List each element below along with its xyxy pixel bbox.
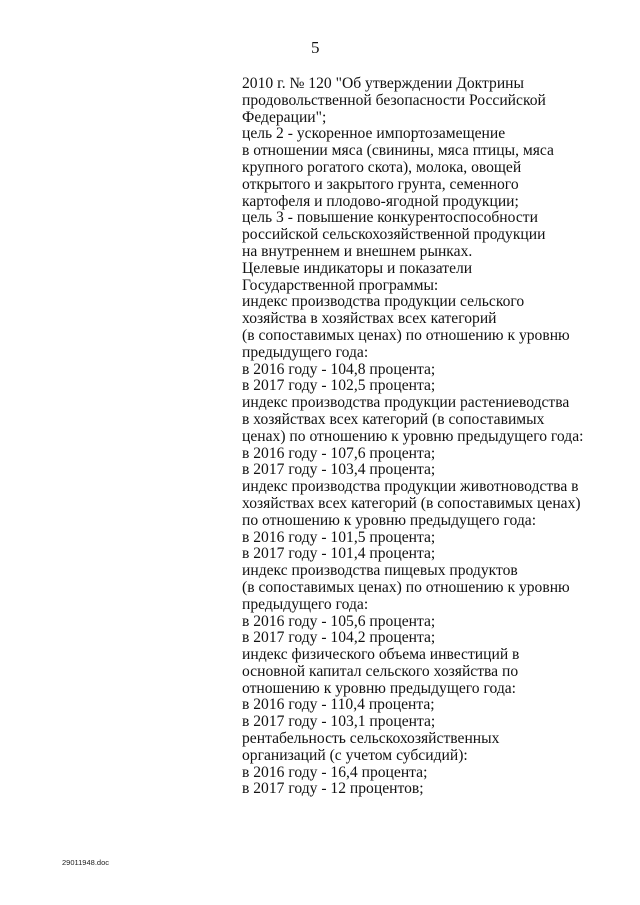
text-line: в 2017 году - 12 процентов; [242, 780, 424, 798]
text-line: индекс производства продукции животноводства в [242, 478, 579, 496]
text-line: в 2016 году - 107,6 процента; [242, 444, 436, 462]
text-line: в 2016 году - 16,4 процента; [242, 763, 428, 781]
text-line: хозяйствах всех категорий (в сопоставимых ценах) [242, 494, 581, 512]
text-line: в хозяйствах всех категорий (в сопоставимых [242, 410, 545, 428]
text-line: в 2017 году - 103,4 процента; [242, 461, 436, 479]
text-line: в 2016 году - 101,5 процента; [242, 528, 436, 546]
text-line: хозяйства в хозяйствах всех категорий [242, 310, 497, 328]
document-body [242, 76, 634, 798]
text-line: организаций (с учетом субсидий): [242, 746, 468, 764]
text-line: индекс физического объема инвестиций в [242, 646, 520, 664]
text-line: индекс производства продукции сельского [242, 293, 525, 311]
text-line: на внутреннем и внешнем рынках. [242, 242, 473, 260]
text-line: в 2017 году - 104,2 процента; [242, 629, 436, 647]
text-line: предыдущего года: [242, 343, 369, 361]
text-line: рентабельность сельскохозяйственных [242, 730, 500, 748]
text-line: Целевые индикаторы и показатели [242, 259, 473, 277]
text-line: индекс производства пищевых продуктов [242, 562, 518, 580]
text-line: по отношению к уровню предыдущего года: [242, 511, 537, 529]
text-line: Государственной программы: [242, 276, 439, 294]
text-line: предыдущего года: [242, 595, 369, 613]
text-line: (в сопоставимых ценах) по отношению к уровню [242, 578, 570, 596]
text-line: в 2016 году - 110,4 процента; [242, 696, 435, 714]
text-line: в 2016 году - 104,8 процента; [242, 360, 436, 378]
text-line: в отношении мяса (свинины, мяса птицы, мяса [242, 142, 554, 160]
text-line: (в сопоставимых ценах) по отношению к уровню [242, 326, 570, 344]
page-number: 5 [311, 38, 320, 57]
text-line: в 2017 году - 103,1 процента; [242, 713, 436, 731]
text-line: крупного рогатого скота), молока, овощей [242, 158, 522, 176]
text-line: отношению к уровню предыдущего года: [242, 679, 517, 697]
text-line: ценах) по отношению к уровню предыдущего года: [242, 427, 584, 445]
text-line: в 2016 году - 105,6 процента; [242, 612, 436, 630]
text-line: российской сельскохозяйственной продукции [242, 226, 546, 244]
footer-filename: 29011948.doc [62, 858, 109, 867]
text-line: 2010 г. № 120 "Об утверждении Доктрины [242, 75, 524, 92]
text-line: в 2017 году - 102,5 процента; [242, 377, 436, 395]
text-line: картофеля и плодово-ягодной продукции; [242, 192, 519, 210]
text-line: продовольственной безопасности Российской [242, 91, 546, 109]
text-line: индекс производства продукции растениеводства [242, 394, 570, 412]
text-line: цель 3 - повышение конкурентоспособности [242, 209, 538, 227]
text-line: открытого и закрытого грунта, семенного [242, 175, 519, 193]
text-line: основной капитал сельского хозяйства по [242, 662, 519, 680]
text-line: Федерации"; [242, 108, 327, 126]
text-line: цель 2 - ускоренное импортозамещение [242, 125, 506, 143]
text-line: в 2017 году - 101,4 процента; [242, 545, 436, 563]
